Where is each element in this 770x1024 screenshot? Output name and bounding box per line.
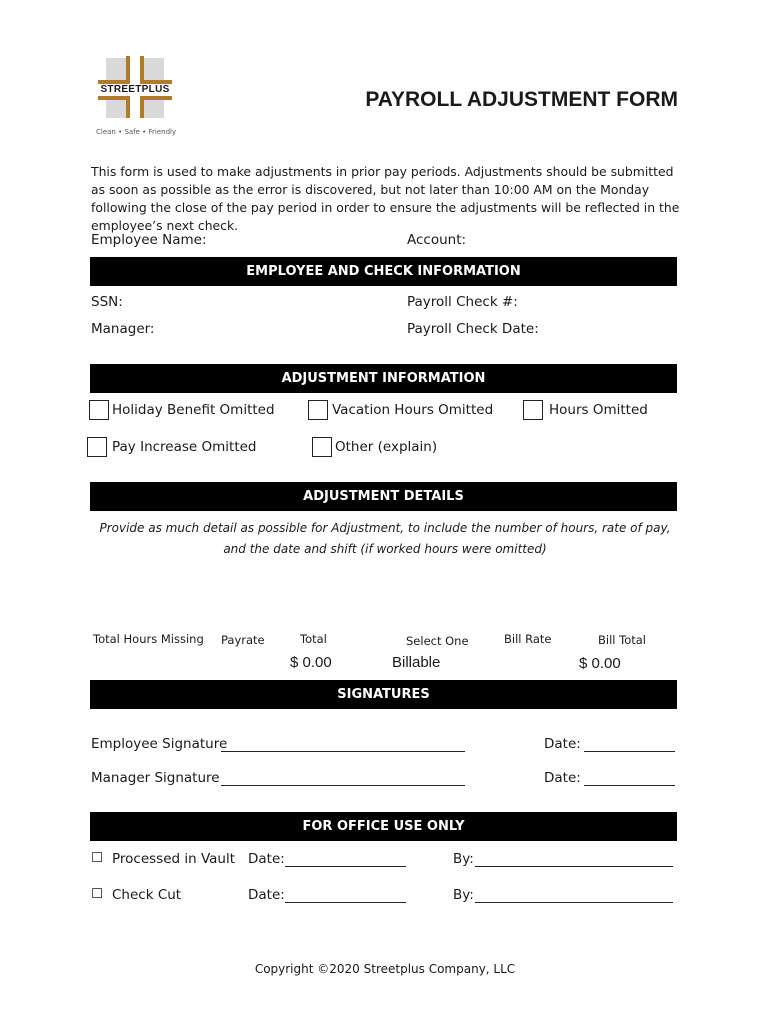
other-explain-checkbox[interactable] (312, 437, 332, 457)
other-explain-label: Other (explain) (335, 439, 438, 455)
hours-omitted-checkbox[interactable] (523, 400, 543, 420)
account-label: Account: (407, 232, 467, 248)
payroll-check-number-label: Payroll Check #: (407, 294, 518, 310)
processed-in-vault-label: Processed in Vault (112, 851, 236, 867)
employee-signature-label: Employee Signature (91, 736, 228, 752)
processed-date-label: Date: (248, 851, 285, 867)
vacation-hours-checkbox[interactable] (308, 400, 328, 420)
check-cut-by-line[interactable] (475, 902, 673, 903)
manager-date-label: Date: (544, 770, 581, 786)
check-cut-by-label: By: (453, 887, 474, 903)
manager-date-line[interactable] (584, 785, 675, 786)
section-header-adjustment: ADJUSTMENT INFORMATION (90, 364, 677, 393)
processed-date-line[interactable] (285, 866, 406, 867)
company-logo (92, 52, 178, 142)
pay-increase-checkbox[interactable] (87, 437, 107, 457)
section-header-employee: EMPLOYEE AND CHECK INFORMATION (90, 257, 677, 286)
employee-name-label: Employee Name: (91, 232, 207, 248)
ssn-label: SSN: (91, 294, 123, 310)
employee-signature-line[interactable] (221, 751, 465, 752)
page-title: PAYROLL ADJUSTMENT FORM (365, 88, 678, 111)
payroll-check-date-label: Payroll Check Date: (407, 321, 539, 337)
employee-date-label: Date: (544, 736, 581, 752)
bill-total-label: Bill Total (598, 633, 646, 647)
bill-rate-label: Bill Rate (504, 632, 552, 646)
details-instruction: Provide as much detail as possible for Adjustment, to include the number of hours, rate of pay, and the date and shift (if worked hours were omitted) (99, 521, 671, 556)
total-hours-missing-label: Total Hours Missing (93, 632, 204, 646)
check-cut-date-label: Date: (248, 887, 285, 903)
pay-increase-label: Pay Increase Omitted (112, 439, 257, 455)
logo-tagline: Clean • Safe • Friendly (96, 128, 177, 136)
manager-label: Manager: (91, 321, 155, 337)
check-cut-date-line[interactable] (285, 902, 406, 903)
total-value-field[interactable]: $ 0.00 (290, 654, 332, 671)
holiday-benefit-checkbox[interactable] (89, 400, 109, 420)
section-header-details: ADJUSTMENT DETAILS (90, 482, 677, 511)
select-one-label: Select One (406, 634, 469, 648)
intro-paragraph: This form is used to make adjustments in prior pay periods. Adjustments should be submitted as soon as possible as the error is discovered, but not later than 10:00 AM on the Monday following the close of the pay period in order to ensure the adjustments will be reflected in the employee’s next check. (91, 164, 680, 233)
logo-brand: STREETPLUS (100, 84, 170, 95)
bill-total-value-field[interactable]: $ 0.00 (579, 655, 621, 672)
vacation-hours-label: Vacation Hours Omitted (332, 402, 494, 418)
total-label: Total (300, 632, 327, 646)
section-header-office: FOR OFFICE USE ONLY (90, 812, 677, 841)
manager-signature-line[interactable] (221, 785, 465, 786)
check-cut-checkbox-icon[interactable]: ☐ (91, 886, 104, 902)
hours-omitted-label: Hours Omitted (549, 402, 648, 418)
copyright-footer: Copyright ©2020 Streetplus Company, LLC (254, 962, 516, 976)
check-cut-label: Check Cut (112, 887, 182, 903)
section-header-signatures: SIGNATURES (90, 680, 677, 709)
processed-vault-checkbox-icon[interactable]: ☐ (91, 850, 104, 866)
holiday-benefit-label: Holiday Benefit Omitted (112, 402, 275, 418)
billable-select[interactable]: Billable (392, 654, 441, 671)
processed-by-label: By: (453, 851, 474, 867)
processed-by-line[interactable] (475, 866, 673, 867)
employee-date-line[interactable] (584, 751, 675, 752)
manager-signature-label: Manager Signature (91, 770, 220, 786)
payrate-label: Payrate (221, 633, 265, 647)
